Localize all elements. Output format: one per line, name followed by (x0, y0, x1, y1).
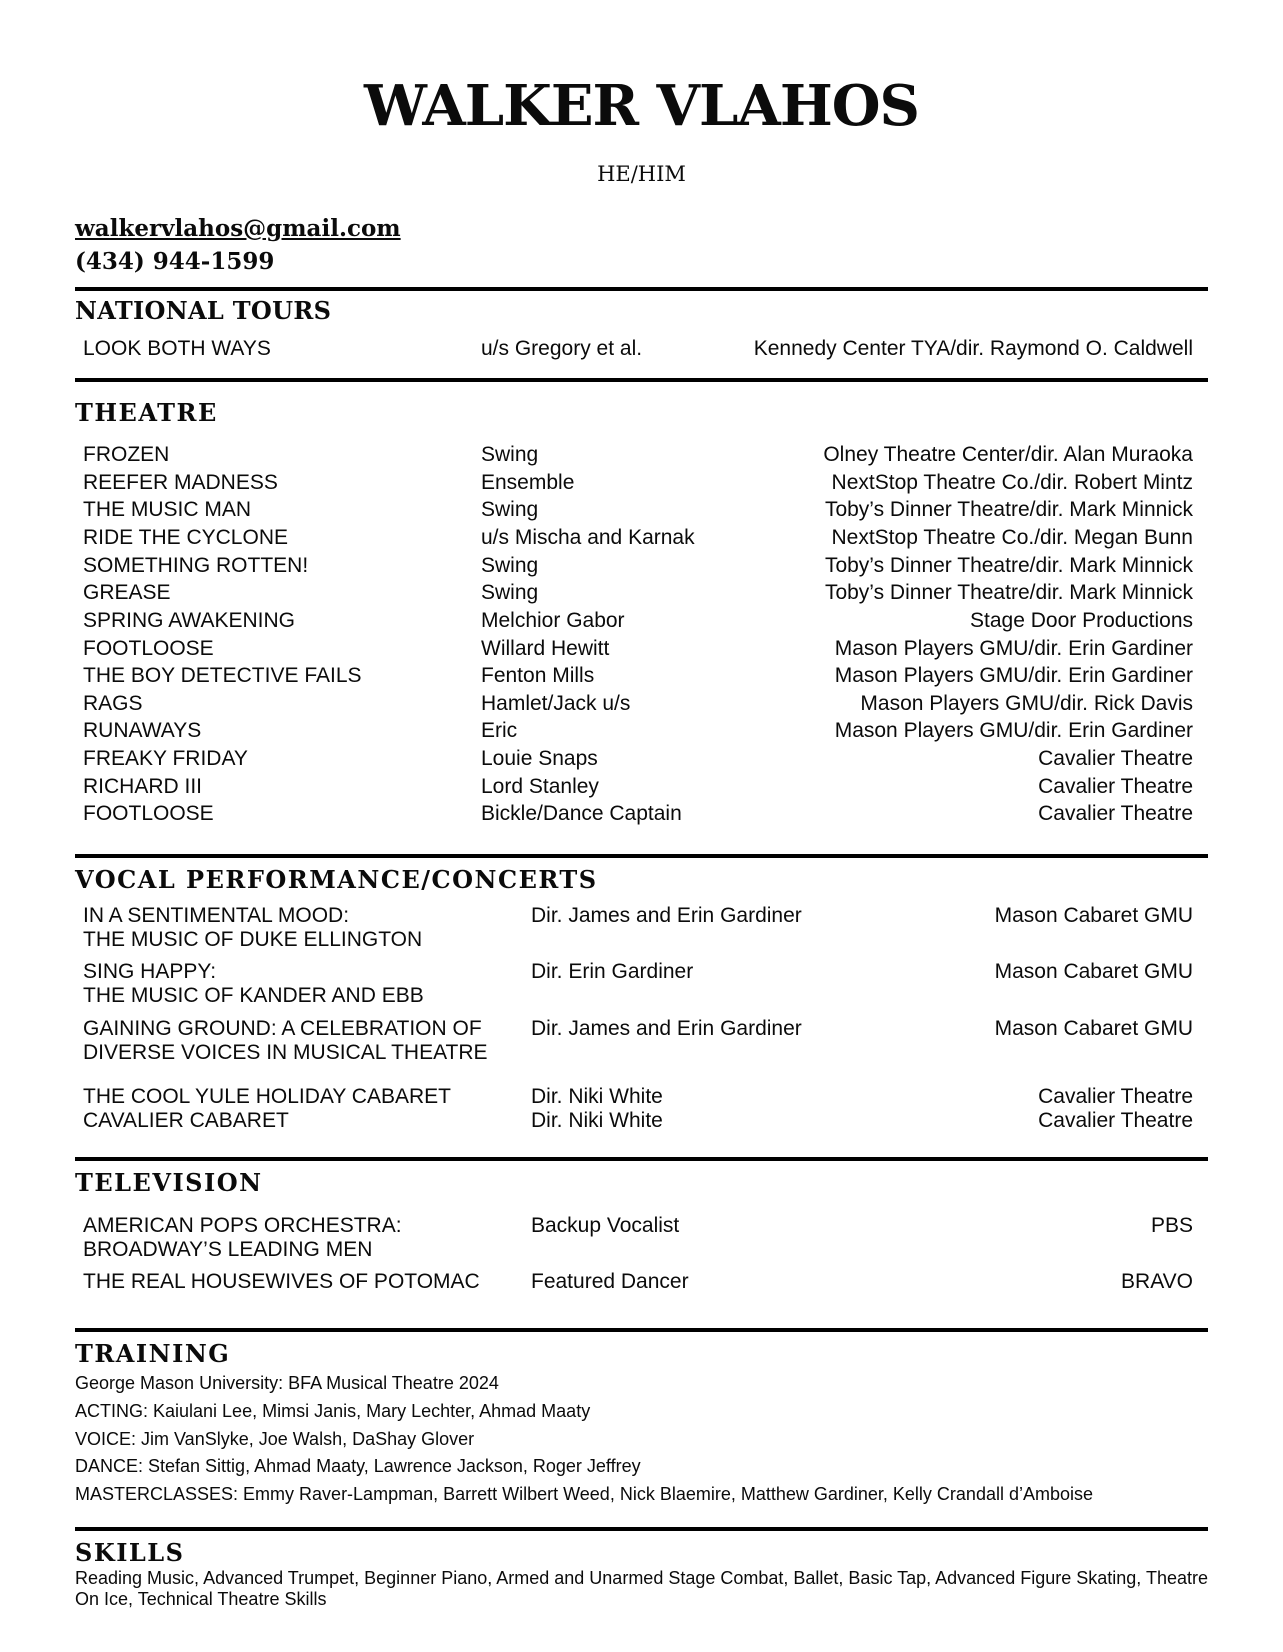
section-divider (75, 854, 1208, 858)
show-title-line1: SING HAPPY: (83, 960, 217, 983)
company: Cavalier Theatre (1038, 802, 1193, 825)
show-title: SPRING AWAKENING (83, 609, 295, 632)
role: Swing (481, 498, 539, 521)
section-divider (75, 287, 1208, 291)
table-row (83, 904, 1193, 952)
table-row (83, 1270, 1193, 1294)
company: Mason Players GMU/dir. Rick Davis (860, 692, 1193, 715)
show-title: SOMETHING ROTTEN! (83, 554, 309, 577)
training-line: MASTERCLASSES: Emmy Raver-Lampman, Barrett Wilbert Weed, Nick Blaemire, Matthew Gardiner, Kelly Crandall d’Amboise (75, 1484, 1094, 1504)
role: Ensemble (481, 471, 575, 494)
section-divider (75, 1328, 1208, 1332)
training-line: George Mason University: BFA Musical Theatre 2024 (75, 1373, 499, 1393)
table-row (83, 747, 1193, 771)
show-title: RICHARD III (83, 775, 203, 798)
table-row (83, 719, 1193, 743)
table-row (83, 802, 1193, 826)
role: Willard Hewitt (481, 637, 610, 660)
role: Louie Snaps (481, 747, 598, 770)
company: Toby’s Dinner Theatre/dir. Mark Minnick (824, 581, 1193, 604)
show-title-line2: THE MUSIC OF DUKE ELLINGTON (83, 928, 423, 951)
director: Dir. James and Erin Gardiner (531, 904, 802, 927)
show-title-line2: THE MUSIC OF KANDER AND EBB (83, 984, 424, 1007)
pronouns: HE/HIM (597, 162, 686, 186)
role: Bickle/Dance Captain (481, 802, 682, 825)
role: u/s Mischa and Karnak (481, 526, 695, 549)
section-title-national-tours: NATIONAL TOURS (75, 296, 332, 325)
show-title: GREASE (83, 581, 171, 604)
role: Fenton Mills (481, 664, 595, 687)
company: NextStop Theatre Co./dir. Robert Mintz (831, 471, 1193, 494)
table-row (83, 1085, 1193, 1133)
show-title-line1: THE COOL YULE HOLIDAY CABARET (83, 1085, 451, 1108)
company: Cavalier Theatre (1038, 747, 1193, 770)
company: Toby’s Dinner Theatre/dir. Mark Minnick (824, 554, 1193, 577)
skills-text: Reading Music, Advanced Trumpet, Beginner Piano, Armed and Unarmed Stage Combat, Ballet, Basic Tap, Advanced Figure Skating, Theatre On Ice, Technical Theatre Skills (75, 1568, 1208, 1609)
table-row (83, 664, 1193, 688)
show-title: FOOTLOOSE (83, 802, 214, 825)
role: Eric (481, 719, 518, 742)
company: Cavalier Theatre (1038, 775, 1193, 798)
section-title-skills: SKILLS (75, 1538, 185, 1567)
table-row (83, 775, 1193, 799)
phone-number: (434) 944-1599 (75, 248, 275, 275)
section-title-theatre: THEATRE (75, 398, 218, 427)
table-row (83, 1017, 1193, 1065)
table-row (83, 526, 1193, 550)
company: Stage Door Productions (970, 609, 1193, 632)
show-title-line1: GAINING GROUND: A CELEBRATION OF (83, 1017, 482, 1040)
table-row (83, 554, 1193, 578)
resume-name: WALKER VLAHOS (364, 73, 919, 139)
table-row (83, 960, 1193, 1008)
section-title-vocal-performance: VOCAL PERFORMANCE/CONCERTS (75, 865, 598, 894)
table-row (83, 609, 1193, 633)
role: Swing (481, 581, 539, 604)
show-title: REEFER MADNESS (83, 471, 278, 494)
network: BRAVO (1121, 1270, 1193, 1293)
company: Mason Cabaret GMU (994, 1017, 1193, 1040)
network: PBS (1150, 1214, 1193, 1237)
director: Dir. Niki White (531, 1085, 663, 1108)
director: Dir. Erin Gardiner (531, 960, 694, 983)
table-row (83, 471, 1193, 495)
training-line: DANCE: Stefan Sittig, Ahmad Maaty, Lawrence Jackson, Roger Jeffrey (75, 1456, 641, 1476)
company: Toby’s Dinner Theatre/dir. Mark Minnick (824, 498, 1193, 521)
training-line: VOICE: Jim VanSlyke, Joe Walsh, DaShay Glover (75, 1429, 475, 1449)
company: Mason Players GMU/dir. Erin Gardiner (834, 637, 1193, 660)
show-title-line2: DIVERSE VOICES IN MUSICAL THEATRE (83, 1041, 488, 1064)
role: Backup Vocalist (531, 1214, 680, 1237)
show-title: FOOTLOOSE (83, 637, 214, 660)
company: Mason Players GMU/dir. Erin Gardiner (834, 719, 1193, 742)
company: Mason Cabaret GMU (994, 960, 1193, 983)
show-title: FROZEN (83, 443, 170, 466)
table-row (83, 443, 1193, 467)
training-line: ACTING: Kaiulani Lee, Mimsi Janis, Mary Lechter, Ahmad Maaty (75, 1401, 591, 1421)
table-row (83, 1214, 1193, 1262)
email-link[interactable]: walkervlahos@gmail.com (75, 215, 401, 242)
role: Lord Stanley (481, 775, 599, 798)
show-title: RIDE THE CYCLONE (83, 526, 288, 549)
section-divider (75, 1157, 1208, 1161)
show-title-line2: CAVALIER CABARET (83, 1109, 289, 1132)
show-title-line1: AMERICAN POPS ORCHESTRA: (83, 1214, 402, 1237)
role: Swing (481, 554, 539, 577)
show-title: RUNAWAYS (83, 719, 202, 742)
company: Cavalier Theatre (1038, 1109, 1193, 1132)
show-title-line1: IN A SENTIMENTAL MOOD: (83, 904, 350, 927)
role: Swing (481, 443, 539, 466)
director: Dir. Niki White (531, 1109, 663, 1132)
show-title: THE REAL HOUSEWIVES OF POTOMAC (83, 1270, 480, 1293)
show-title: LOOK BOTH WAYS (83, 337, 271, 360)
company: NextStop Theatre Co./dir. Megan Bunn (831, 526, 1193, 549)
show-title: THE BOY DETECTIVE FAILS (83, 664, 362, 687)
company: Olney Theatre Center/dir. Alan Muraoka (823, 443, 1193, 466)
role: Melchior Gabor (481, 609, 625, 632)
role: Featured Dancer (531, 1270, 689, 1293)
director: Dir. James and Erin Gardiner (531, 1017, 802, 1040)
section-title-television: TELEVISION (75, 1168, 263, 1197)
show-title: FREAKY FRIDAY (83, 747, 248, 770)
table-row (83, 337, 1193, 361)
role: u/s Gregory et al. (481, 337, 643, 360)
section-title-training: TRAINING (75, 1339, 231, 1368)
role: Hamlet/Jack u/s (481, 692, 631, 715)
table-row (83, 637, 1193, 661)
section-divider (75, 378, 1208, 382)
section-divider (75, 1527, 1208, 1531)
show-title-line2: BROADWAY’S LEADING MEN (83, 1238, 373, 1261)
company: Cavalier Theatre (1038, 1085, 1193, 1108)
table-row (83, 498, 1193, 522)
company: Mason Cabaret GMU (994, 904, 1193, 927)
show-title: THE MUSIC MAN (83, 498, 251, 521)
table-row (83, 581, 1193, 605)
table-row (83, 692, 1193, 716)
company: Mason Players GMU/dir. Erin Gardiner (834, 664, 1193, 687)
show-title: RAGS (83, 692, 143, 715)
company: Kennedy Center TYA/dir. Raymond O. Caldwell (753, 337, 1193, 360)
